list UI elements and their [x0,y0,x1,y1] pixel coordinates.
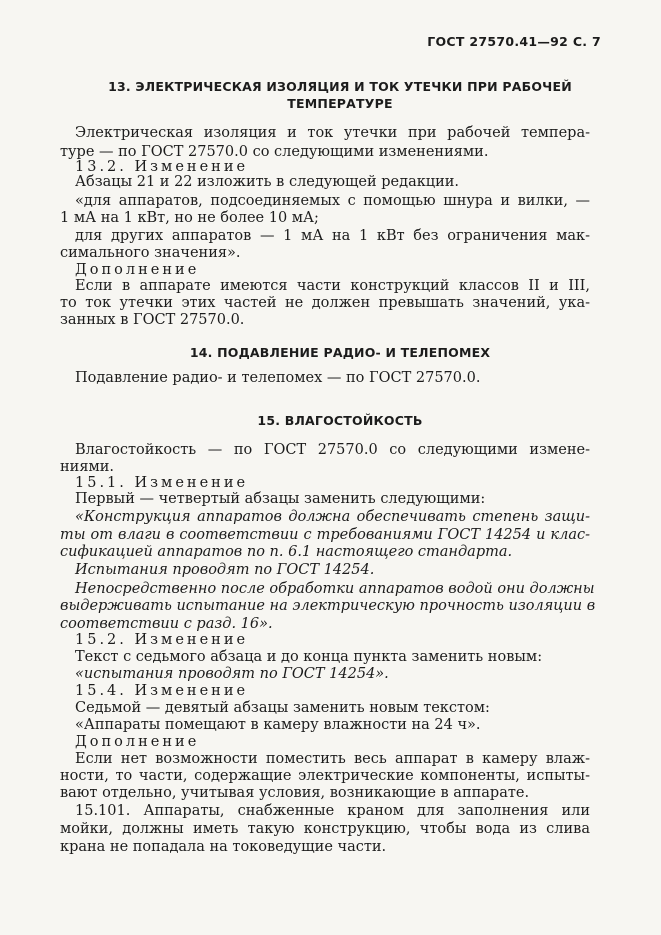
subsection-heading: 13.2. Изменение [75,159,249,175]
text-line: туре — по ГОСТ 27570.0 со следующими изменениями. [60,144,489,160]
text-line: занных в ГОСТ 27570.0. [60,312,245,328]
text-line: сификацией аппаратов по п. 6.1 настоящего стандарта. [60,544,513,560]
subsection-heading: Дополнение [75,734,200,750]
section-13-title-line-1: 13. ЭЛЕКТРИЧЕСКАЯ ИЗОЛЯЦИЯ И ТОК УТЕЧКИ ПРИ РАБОЧЕЙ [108,79,572,94]
text-line: Седьмой — девятый абзацы заменить новым текстом: [75,700,490,716]
text-line: соответствии с разд. 16». [60,616,273,632]
text-line: симального значения». [60,245,241,261]
text-line: Подавление радио- и телепомех — по ГОСТ 27570.0. [75,370,481,386]
text-line: Испытания проводят по ГОСТ 14254. [75,562,375,578]
text-line: мойки, должны иметь такую конструкцию, чтобы вода из слива [60,821,590,837]
text-line: 1 мА на 1 кВт, но не более 10 мА; [60,210,319,226]
text-line: Если нет возможности поместить весь аппарат в камеру влаж- [75,751,590,767]
text-line: «испытания проводят по ГОСТ 14254». [75,666,389,682]
text-line: «Аппараты помещают в камеру влажности на 24 ч». [75,717,481,733]
text-line: Если в аппарате имеются части конструкций классов II и III, [75,278,590,294]
section-14-title: 14. ПОДАВЛЕНИЕ РАДИО- И ТЕЛЕПОМЕХ [189,345,491,360]
text-line: выдерживать испытание на электрическую прочность изоляции в [60,598,596,614]
text-line: «Конструкция аппаратов должна обеспечивать степень защи- [75,509,590,525]
subsection-heading: 15.4. Изменение [75,683,249,699]
section-15-title: 15. ВЛАГОСТОЙКОСТЬ [257,413,423,428]
text-line: вают отдельно, учитывая условия, возникающие в аппарате. [60,785,530,801]
subsection-heading: 15.2. Изменение [75,632,249,648]
text-line: для других аппаратов — 1 мА на 1 кВт без ограничения мак- [75,228,590,244]
text-line: Электрическая изоляция и ток утечки при рабочей темпера- [75,125,590,141]
text-line: Влагостойкость — по ГОСТ 27570.0 со следующими измене- [75,442,590,458]
text-line: Текст с седьмого абзаца и до конца пункта заменить новым: [75,649,543,665]
text-line: ниями. [60,459,115,475]
section-13-title-line-2: ТЕМПЕРАТУРЕ [287,96,393,111]
text-line: 15.101. Аппараты, снабженные краном для заполнения или [75,803,590,819]
text-line: крана не попадала на токоведущие части. [60,839,387,855]
text-line: «для аппаратов, подсоединяемых с помощью шнура и вилки, — [75,193,590,209]
text-line: ты от влаги в соответствии с требованиями ГОСТ 14254 и клас- [60,527,590,543]
subsection-heading: 15.1. Изменение [75,475,249,491]
page-header: ГОСТ 27570.41—92 С. 7 [427,34,601,49]
text-line: Первый — четвертый абзацы заменить следующими: [75,491,486,507]
text-line: Непосредственно после обработки аппаратов водой они должны [75,581,595,597]
text-line: Абзацы 21 и 22 изложить в следующей редакции. [75,174,460,190]
subsection-heading: Дополнение [75,262,200,278]
text-line: ности, то части, содержащие электрические компоненты, испыты- [60,768,590,784]
text-line: то ток утечки этих частей не должен превышать значений, ука- [60,295,590,311]
